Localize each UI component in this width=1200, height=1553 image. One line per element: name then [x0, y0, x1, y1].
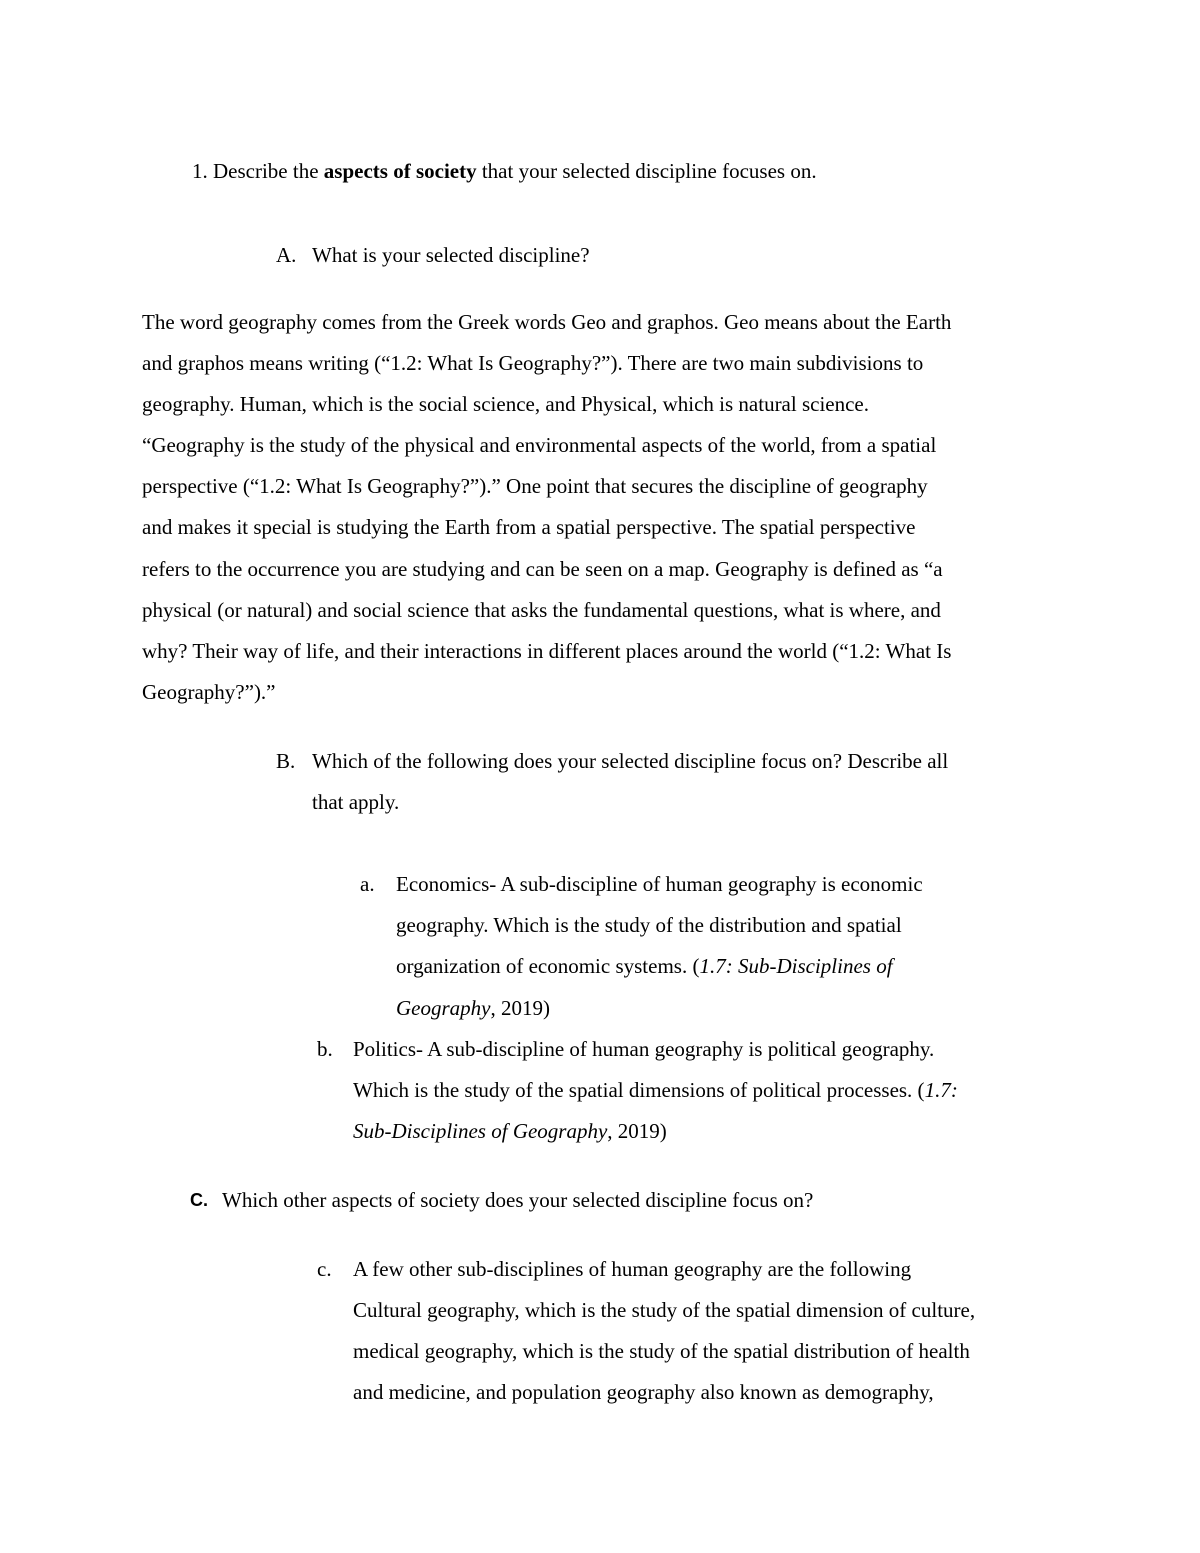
part-a-marker: A.: [276, 243, 297, 267]
answer-a-line: and graphos means writing (“1.2: What Is Geography?”). There are two main subdivisions to: [142, 351, 924, 375]
item-b-line1: Politics- A sub-discipline of human geography is political geography.: [353, 1037, 935, 1061]
part-b-question-line2: that apply.: [312, 790, 400, 814]
item-b-line2-text: Which is the study of the spatial dimensions of political processes. (: [353, 1078, 925, 1102]
item-c-line: medical geography, which is the study of the spatial distribution of health: [353, 1339, 970, 1363]
question-1-bold-phrase: aspects of society: [323, 159, 477, 183]
item-a-citation-title: 1.7: Sub-Disciplines of: [699, 954, 893, 978]
answer-a-line: “Geography is the study of the physical and environmental aspects of the world, from a spatial: [142, 433, 937, 457]
item-c-line: A few other sub-disciplines of human geography are the following: [353, 1257, 912, 1281]
answer-a-line: geography. Human, which is the social science, and Physical, which is natural science.: [142, 392, 870, 416]
answer-a-line: and makes it special is studying the Earth from a spatial perspective. The spatial perspective: [142, 515, 916, 539]
item-a-citation-year: , 2019): [490, 996, 550, 1020]
part-a-question: What is your selected discipline?: [312, 243, 590, 267]
item-b-line2: [353, 1076, 958, 1104]
item-b-citation-year: , 2019): [607, 1119, 667, 1143]
item-b-marker: b.: [317, 1037, 333, 1061]
question-1: [192, 157, 817, 185]
item-c-marker: c.: [317, 1257, 332, 1281]
item-a-line1: Economics- A sub-discipline of human geography is economic: [396, 872, 923, 896]
item-a-line4: [396, 994, 550, 1022]
part-c-question: Which other aspects of society does your selected discipline focus on?: [222, 1188, 814, 1212]
question-1-number: 1.: [192, 159, 208, 183]
item-c-line: and medicine, and population geography also known as demography,: [353, 1380, 934, 1404]
part-c-marker: C.: [190, 1190, 208, 1210]
item-a-line3: [396, 952, 893, 980]
item-b-line3: [353, 1117, 667, 1145]
answer-a-line: Geography?”).”: [142, 680, 276, 704]
answer-a-line: refers to the occurrence you are studying and can be seen on a map. Geography is defined as “a: [142, 557, 943, 581]
item-a-citation-title-cont: Geography: [396, 996, 491, 1020]
part-b-question-line1: Which of the following does your selected discipline focus on? Describe all: [312, 749, 949, 773]
answer-a-line: why? Their way of life, and their interactions in different places around the world (“1.2: What Is: [142, 639, 952, 663]
answer-a-line: physical (or natural) and social science that asks the fundamental questions, what is where, and: [142, 598, 941, 622]
item-a-line2: geography. Which is the study of the distribution and spatial: [396, 913, 902, 937]
answer-a-line: perspective (“1.2: What Is Geography?”).” One point that secures the discipline of geography: [142, 474, 928, 498]
question-1-text-before: Describe the: [213, 159, 319, 183]
item-a-marker: a.: [360, 872, 375, 896]
item-b-citation-number: 1.7:: [924, 1078, 958, 1102]
answer-a-line: The word geography comes from the Greek words Geo and graphos. Geo means about the Earth: [142, 310, 952, 334]
part-b-marker: B.: [276, 749, 296, 773]
item-a-line3-text: organization of economic systems. (: [396, 954, 700, 978]
item-b-citation-title: Sub-Disciplines of Geography: [353, 1119, 608, 1143]
question-1-text-after: that your selected discipline focuses on.: [481, 159, 817, 183]
item-c-line: Cultural geography, which is the study of the spatial dimension of culture,: [353, 1298, 976, 1322]
